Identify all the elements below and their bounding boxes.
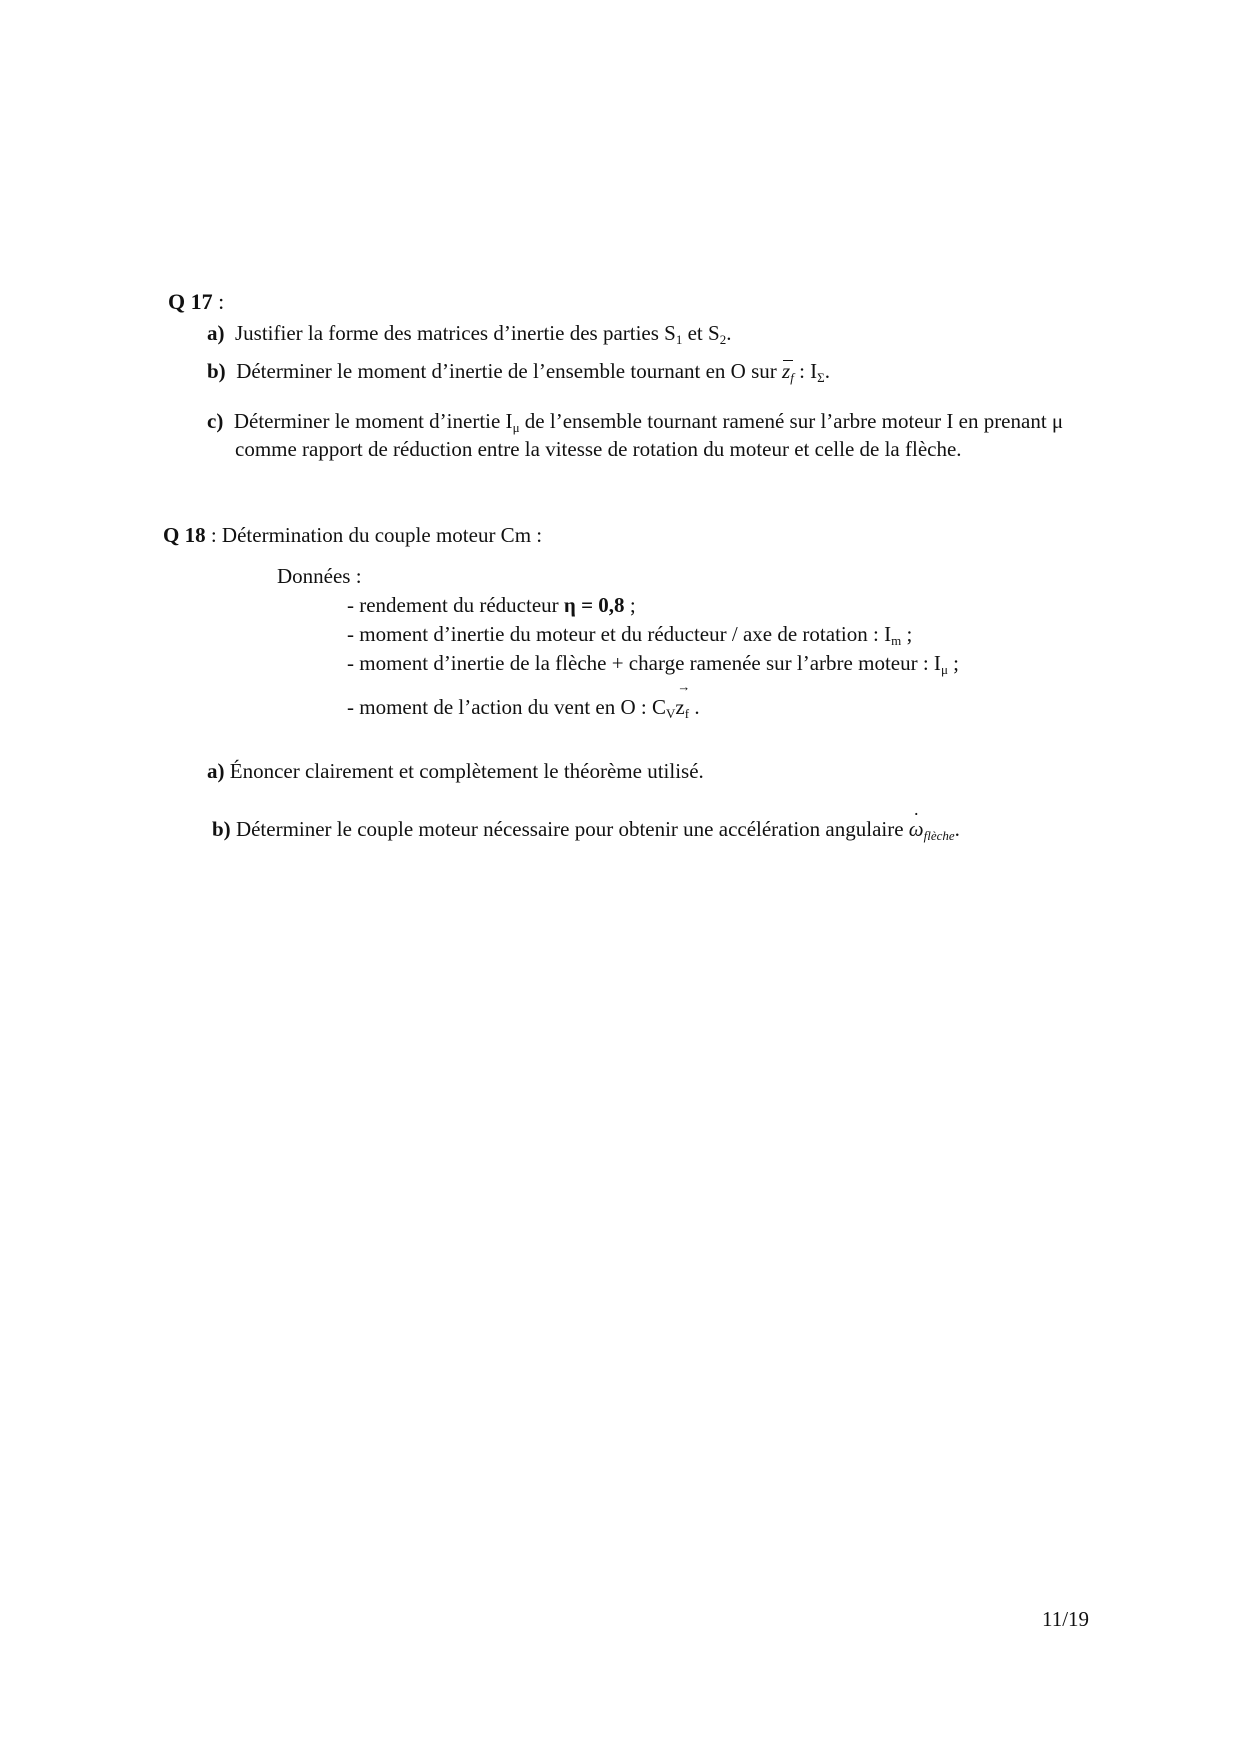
data-item-inertie-moteur: - moment d’inertie du moteur et du réducteur / axe de rotation : $I_m$ ; — [347, 622, 913, 648]
q18-b: b) Déterminer le couple moteur nécessaire pour obtenir une accélération angulaire · $\omega_{flèche}$. — [212, 816, 960, 844]
donnees-label: Données : — [277, 564, 362, 588]
data-item-vent: - moment de l’action du vent en O : $C_V$ → $z_f$ . — [347, 679, 700, 721]
q17-heading: Q 17 : — [168, 289, 225, 314]
q17-b: b) Déterminer le moment d’inertie de l’ensemble tournant en O sur $z_f$ : $I_\Sigma$. — [207, 359, 830, 385]
data-item-rendement: - rendement du réducteur η = 0,8 ; — [347, 593, 636, 617]
vector-z-f: $z_f$ — [782, 359, 794, 385]
omega-dot-symbol: · ω — [909, 816, 924, 842]
q18-label: Q 18 — [163, 523, 206, 547]
q17-label: Q 17 — [168, 289, 213, 314]
q17-a: a) Justifier la forme des matrices d’inertie des parties $S_1$ et $S_2$. — [207, 321, 732, 347]
page-number: 11/19 — [1042, 1607, 1090, 1631]
vector-z-f-vent: → $z_f$ — [675, 679, 691, 721]
q18-a: a) Énoncer clairement et complètement le théorème utilisé. — [207, 759, 704, 783]
q17-c: c) Déterminer le moment d’inertie $I_\mu$ de l’ensemble tournant ramené sur l’arbre moteur I en prenant μ comme rapport de réduction entre la vitesse de rotation du moteur et celle de la flèche. — [207, 409, 1064, 462]
data-item-inertie-fleche: - moment d’inertie de la flèche + charge ramenée sur l’arbre moteur : $I_\mu$ ; — [347, 651, 960, 677]
q18-heading: Q 18 : Détermination du couple moteur Cm : — [163, 523, 543, 547]
